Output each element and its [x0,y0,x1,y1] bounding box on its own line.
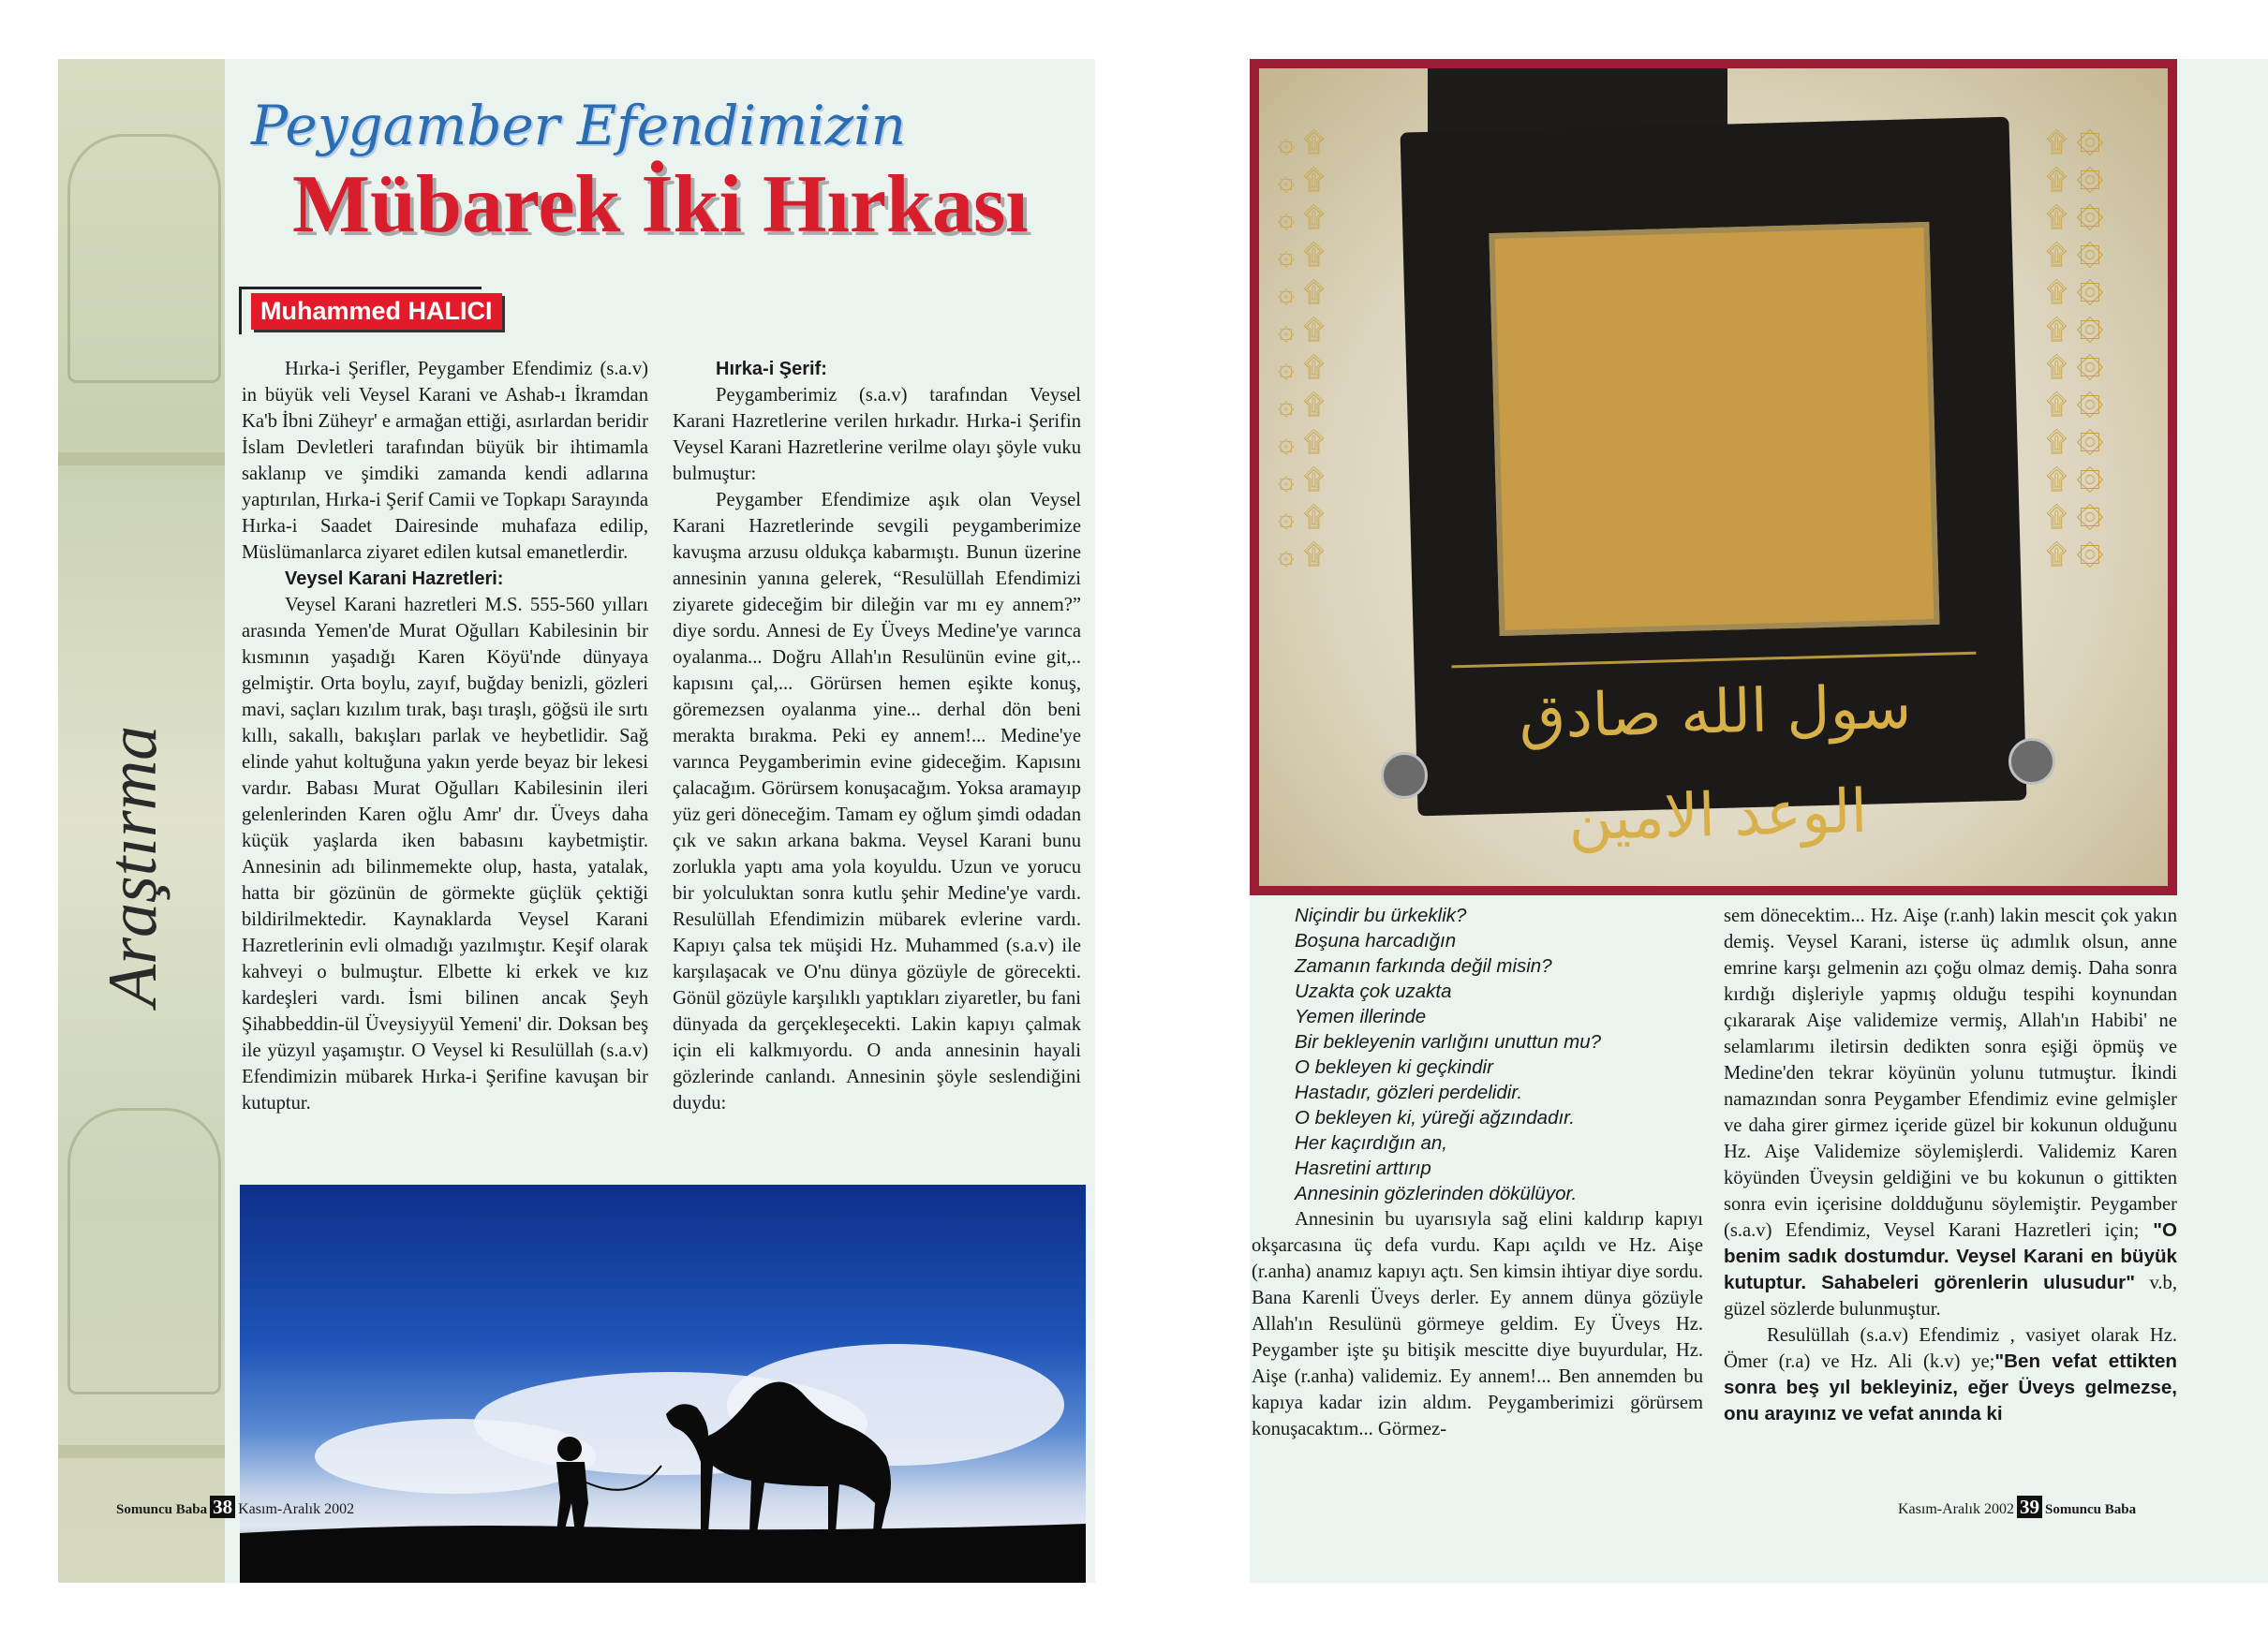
poem-line: Annesinin gözlerinden dökülüyor. [1295,1183,1578,1204]
camel-photo [240,1185,1086,1583]
paragraph: Veysel Karani hazretleri M.S. 555-560 yılları arasında Yemen'de Murat Oğulları Kabilesinin bir kısmının yaşadığı Karen Köyü'nde dünyaya gelmiştir. Orta boylu, zayıf, buğday benizli, gözleri mavi, saçları kızılım tırak, başı tıraşlı, göğsü ile sırtı kıllı, sakallı, bakışları parlak ve heybetlidir. Sağ elinde yahut koltuğuna yakın yerde beyaz bir lekesi vardır. Babası Murat Oğulları Kabilesinin ileri gelenlerinden Karen oğlu Amr' dır. Üveys daha küçük yaşlarda iken babasını kaybetmiştir. Annesinin adı bilinmemekte olup, hasta, yatalak, hatta bir gözünün de görmekte güçlük çektiği bildirilmektedir. Kaynaklarda Veysel Karani Hazretlerinin evli olmadığı yazılmıştır. Keşif olarak kahveyi o bulmuştur. Elbette ki erkek ve kız kardeşleri vardı. İsmi bilinen ancak Şeyh Şihabbeddin-ül Üveysiyyül Yemeni' dir. Doksan beş ile yüzyıl yaşamıştır. O Veysel ki Resulüllah (s.a.v) Efendimizin mübarek Hırka-i Şerifine kavuşan bir kutuptur. [242,595,648,1114]
ornament-arch [67,1108,221,1395]
paragraph-text: v.b, güzel sözlerde bulunmuştur. [1724,1273,2178,1320]
hirka-relic-photo [1250,59,2177,895]
poem-line: Hastadır, gözleri perdelidir. [1295,1082,1523,1103]
poem-line: Niçindir bu ürkeklik? [1295,905,1467,926]
subheading: Hırka-i Şerif: [716,359,827,379]
magazine-name: Somuncu Baba [116,1502,208,1517]
poem-line: Zamanın farkında değil misin? [1295,955,1552,977]
relic-fabric-panel [1489,222,1939,636]
poem-line: Bir bekleyenin varlığını unuttun mu? [1295,1031,1602,1053]
paragraph [1724,1322,2177,1427]
author-byline: Muhammed HALICI [251,293,502,330]
paragraph-text: Resulüllah (s.a.v) Efendimiz , vasiyet olarak Hz. Ömer (r.a) ve Hz. Ali (k.v) ye; [1724,1325,2177,1372]
folio-left [116,1496,354,1519]
issue-date: Kasım-Aralık 2002 [238,1501,355,1517]
article-kicker: Peygamber Efendimizin [251,94,907,157]
quote-bold: "O benim sadık dostumdur. Veysel Karani en büyük kutuptur. Sahabeleri görenlerin ulusudur" [1724,1219,2177,1293]
paragraph: Peygamber Efendimize aşık olan Veysel Karani Hazretlerinde sevgili peygamberimize kavuşma arzusu oldukça kabarmıştı. Bunun üzerine annesinin yanına gelerek, “Resulüllah Efendimizi ziyarete gideceğim bir dileğin var mı ey annem?” diye sordu. Annesi de Ey Üveys Medine'ye varınca oyalanma... Doğru Allah'ın Resulünün evine git,.. kapısını çal,... Görürsen hemen eşikte konuş, göremezsen oyalanma yine... derhal dön beni merakta bırakma. Peki ey annem!... Medine'ye varınca Peygamberimin evine gideceğim. Kapısını çalacağım. Görürsem konuşacağım. Yoksa aramayıp yüz geri döneceğim. Tamam ey oğlum şimdi odadan çık ve sakın arkana bakma. Veysel Karani bunu zorlukla yaptı ama yola koyuldu. Uzun ve yorucu bir yolculuktan sonra kutlu şehir Medine'ye vardı. Resulüllah Efendimizin mübarek evlerine vardı. Kapıyı çalsa tek müşidi Hz. Muhammed (s.a.v) ile karşılaşacak ve O'nu dünya gözüyle de görecekti. Gönül gözüyle karşılıklı yaptıkları ziyaretler, bu fani dünyada da gerçekleşecekti. Lakin kapıyı çalmak için eli kalkmıyordu. O anda annesinin hayali gözlerinde canlandı. Annesinin şöyle seslendiğini duydu: [673,490,1081,1114]
gold-embroidery: ۩ ۞ ۩ ۞ ۩ ۞ ۩ ۞ ۩ ۞ ۩ ۞ ۩ ۞ ۩ ۞ ۩ ۞ ۩ ۞ ۩ ۞ ۩ ۞ [2046,126,2104,571]
ornament-band [58,452,225,465]
issue-date: Kasım-Aralık 2002 [1898,1501,2014,1517]
ornament-arch [67,134,221,383]
poem-line: Hasretini arttırıp [1295,1158,1431,1179]
paragraph: Annesinin bu uyarısıyla sağ elini kaldırıp kapıyı okşarcasına üç defa vurdu. Kapı açıldı ve Hz. Aişe (r.anha) anamız kapıyı açtı. Sen kimsin ihtiyar diye sordu. Bana Karenli Üveys derler. Ey annem dünya gözüyle Allah'ın Resulünü görmeye geldim. Ey Üveys Hz. Peygamber işte şu bitişik mescitte diye buyurdular, Hz. Aişe (r.anha) validemiz. Ey annem!... Ben annemden bu kapıya kadar izin aldım. Peygamberimizi görürsem konuşacaktım... Görmez- [1252,1209,1703,1439]
article-column-3 [1252,903,1703,1442]
paragraph-text: sem dönecektim... Hz. Aişe (r.anh) lakin mescit çok yakın demiş. Veysel Karani, isterse üç adımlık olsun, anne emrine karşı gelmenin azı çoğu olmaz demiş. Daha sonra kırdığı dişleriyle yapmış olduğu tespihi koynundan çıkararak Aişe validemize vermiş, Allah'ın Habibi' ne selamlarımı iletirsin dedikten sonra eşiği öpmüş ve Medine'den tekrar köyünün yolunu tutmuştur. İkindi namazından sonra Peygamber Efendimiz evine gelmişler ve daha girer girmez içeride güzel bir kokunun olduğunu Hz. Aişe Validemize söylemişlerdi. Validemiz Karen köyünden Üveysin geldiğini ve bu kokunun o gittikten sonra evin içerisine doldduğunu söylemiştir. Peygamber (s.a.v) Efendimiz, Veysel Karani Hazretleri için; [1724,906,2177,1241]
poem-line: O bekleyen ki geçkindir [1295,1056,1493,1078]
page-number: 39 [2017,1496,2042,1518]
paragraph: Hırka-i Şerifler, Peygamber Efendimiz (s.a.v) in büyük veli Veysel Karani ve Ashab-ı İkramdan Ka'b İbni Züheyr' e armağan ettiği, asırlardan beridir İslam Devletleri tarafından büyük bir ihtimamla saklanıp ve şimdiki zamanda kendi adlarına yaptırılan, Hırka-i Şerif Camii ve Topkapı Sarayında Hırka-i Saadet Dairesinde muhafaza edilip, Müslümanlarca ziyaret edilen kutsal emanetlerdir. [242,359,648,563]
quote-bold: "Ben vefat ettikten sonra beş yıl bekleyiniz, eğer Üveys gelmezse, onu arayınız ve vefat anında ki [1724,1350,2177,1424]
section-label: Araştırma [95,725,171,1007]
gold-embroidery: ۞ ۩ ۞ ۩ ۞ ۩ ۞ ۩ ۞ ۩ ۞ ۩ ۞ ۩ ۞ ۩ ۞ ۩ ۞ ۩ ۞ ۩ ۞ ۩ [1278,126,1325,571]
poem-line: Her kaçırdığın an, [1295,1132,1447,1154]
article-column-2 [673,356,1081,1116]
poem [1252,903,1703,1206]
paragraph [1724,903,2177,1322]
camel-and-man-silhouette [240,1185,1086,1583]
article-column-4 [1724,903,2177,1427]
magazine-name: Somuncu Baba [2044,1502,2137,1517]
frame-bolt [1381,752,1428,799]
article-column-1 [242,356,648,1116]
ornament-band [58,1445,225,1458]
calligraphy-band: سول الله صادق الوعد الامين [1451,652,1979,772]
folio-right [1898,1496,2136,1519]
article-title: Mübarek İki Hırkası [292,159,1029,250]
subheading: Veysel Karani Hazretleri: [285,568,504,589]
poem-line: Boşuna harcadığın [1295,930,1457,952]
poem-line: Uzakta çok uzakta [1295,981,1452,1002]
poem-line: Yemen illerinde [1295,1006,1427,1027]
page-number: 38 [210,1496,235,1518]
relic-frame [1401,117,2027,855]
paragraph: Peygamberimiz (s.a.v) tarafından Veysel Karani Hazretlerine verilen hırkadır. Hırka-i Şerifin Veysel Karani Hazretlerine verilme olayı şöyle vuku bulmuştur: [673,385,1081,484]
poem-line: O bekleyen ki, yüreği ağzındadır. [1295,1107,1575,1129]
frame-bolt [2009,738,2055,785]
